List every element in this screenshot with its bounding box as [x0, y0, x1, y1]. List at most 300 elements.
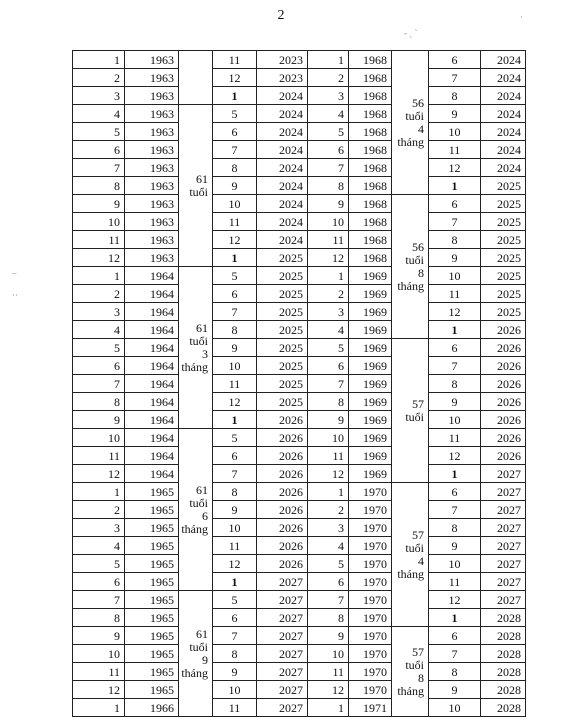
- table-cell: 2026: [257, 411, 308, 429]
- table-cell: 2024: [481, 51, 526, 69]
- table-cell: 12: [308, 465, 349, 483]
- table-cell: 1969: [349, 465, 392, 483]
- table-cell: 11: [429, 285, 481, 303]
- age-group-cell: [179, 105, 213, 267]
- table-cell: 8: [213, 483, 257, 501]
- table-cell: 12: [213, 231, 257, 249]
- age-label-line: 57: [412, 644, 424, 659]
- table-cell: 1968: [349, 87, 392, 105]
- table-row: [73, 429, 526, 447]
- table-cell: 2027: [257, 627, 308, 645]
- table-cell: 1963: [125, 249, 179, 267]
- table-cell: 2027: [257, 609, 308, 627]
- table-cell: 2: [73, 285, 125, 303]
- table-cell: 1970: [349, 609, 392, 627]
- table-row: [73, 393, 526, 411]
- table-cell: 11: [213, 213, 257, 231]
- table-cell: 2026: [481, 339, 526, 357]
- table-cell: 10: [429, 699, 481, 717]
- table-cell: 12: [73, 249, 125, 267]
- table-cell: 6: [73, 357, 125, 375]
- table-cell: 9: [429, 537, 481, 555]
- table-cell: 2027: [481, 591, 526, 609]
- table-cell: 2027: [481, 483, 526, 501]
- table-cell: 8: [308, 609, 349, 627]
- table-cell: 3: [73, 519, 125, 537]
- table-cell: 2026: [257, 483, 308, 501]
- table-cell: 7: [73, 159, 125, 177]
- table-cell: 1965: [125, 555, 179, 573]
- table-cell: 2025: [257, 339, 308, 357]
- table-cell: 11: [308, 231, 349, 249]
- table-cell: 2024: [481, 159, 526, 177]
- table-cell: 9: [213, 663, 257, 681]
- table-row: [73, 519, 526, 537]
- age-label-line: tuổi: [189, 639, 208, 654]
- table-row: [73, 87, 526, 105]
- table-cell: 10: [73, 645, 125, 663]
- retirement-age-table: [72, 50, 526, 717]
- table-row: [73, 339, 526, 357]
- age-group-cell: [392, 51, 429, 195]
- table-cell: 6: [73, 573, 125, 591]
- table-cell: 1970: [349, 681, 392, 699]
- table-cell: 1964: [125, 429, 179, 447]
- table-cell: 1969: [349, 447, 392, 465]
- age-group-cell: [392, 339, 429, 483]
- table-cell: 2025: [257, 267, 308, 285]
- age-label-line: tháng: [181, 359, 208, 374]
- table-cell: 6: [213, 285, 257, 303]
- table-cell: 1: [429, 465, 481, 483]
- table-cell: 2027: [257, 573, 308, 591]
- table-cell: 7: [213, 627, 257, 645]
- table-cell: 1965: [125, 609, 179, 627]
- table-cell: 10: [429, 123, 481, 141]
- table-cell: 2026: [481, 447, 526, 465]
- table-cell: 1970: [349, 627, 392, 645]
- table-row: [73, 465, 526, 483]
- age-group-cell: [392, 483, 429, 627]
- table-cell: 1969: [349, 411, 392, 429]
- table-cell: 1968: [349, 123, 392, 141]
- table-cell: 2026: [257, 501, 308, 519]
- table-cell: 1: [73, 267, 125, 285]
- table-cell: 9: [73, 195, 125, 213]
- table-cell: 1964: [125, 465, 179, 483]
- table-row: [73, 267, 526, 285]
- table-cell: 11: [213, 375, 257, 393]
- age-label-line: tháng: [397, 134, 424, 149]
- table-cell: 10: [213, 681, 257, 699]
- table-cell: 1: [308, 699, 349, 717]
- table-cell: 1968: [349, 51, 392, 69]
- age-label-line: 4: [418, 553, 424, 568]
- age-group-cell: [179, 51, 213, 105]
- table-cell: 6: [213, 609, 257, 627]
- table-cell: 2027: [481, 501, 526, 519]
- table-cell: 2024: [257, 231, 308, 249]
- table-cell: 2026: [257, 537, 308, 555]
- table-cell: 9: [73, 627, 125, 645]
- table-row: [73, 501, 526, 519]
- age-label-line: 61: [196, 171, 208, 186]
- age-label-line: 61: [196, 626, 208, 641]
- age-label-line: 6: [202, 508, 208, 523]
- table-cell: 8: [429, 87, 481, 105]
- table-cell: 11: [73, 663, 125, 681]
- table-cell: 2027: [257, 699, 308, 717]
- table-cell: 2024: [257, 177, 308, 195]
- table-cell: 2023: [257, 51, 308, 69]
- table-row: [73, 555, 526, 573]
- table-cell: 1968: [349, 177, 392, 195]
- age-label-line: tháng: [397, 683, 424, 698]
- table-cell: 10: [429, 555, 481, 573]
- table-cell: 2025: [257, 249, 308, 267]
- table-cell: 2024: [257, 213, 308, 231]
- table-cell: 8: [429, 375, 481, 393]
- table-cell: 2027: [481, 465, 526, 483]
- table-cell: 11: [429, 429, 481, 447]
- table-cell: 9: [73, 411, 125, 429]
- table-row: [73, 681, 526, 699]
- table-cell: 9: [308, 195, 349, 213]
- table-cell: 2024: [257, 159, 308, 177]
- table-cell: 6: [429, 51, 481, 69]
- table-cell: 9: [429, 105, 481, 123]
- table-cell: 1964: [125, 339, 179, 357]
- table-cell: 7: [429, 645, 481, 663]
- table-cell: 1968: [349, 69, 392, 87]
- table-cell: 1969: [349, 285, 392, 303]
- table-cell: 10: [213, 519, 257, 537]
- table-cell: 6: [213, 447, 257, 465]
- age-label-line: tháng: [397, 278, 424, 293]
- table-cell: 8: [213, 159, 257, 177]
- table-cell: 2028: [481, 609, 526, 627]
- table-cell: 1964: [125, 393, 179, 411]
- table-cell: 2025: [257, 321, 308, 339]
- age-label-line: 8: [418, 670, 424, 685]
- table-cell: 10: [429, 411, 481, 429]
- table-cell: 3: [308, 87, 349, 105]
- age-label-line: 61: [196, 320, 208, 335]
- scan-mark: ··: [12, 290, 18, 300]
- table-cell: 7: [308, 375, 349, 393]
- table-cell: 7: [73, 591, 125, 609]
- table-cell: 2025: [257, 303, 308, 321]
- table-cell: 6: [308, 357, 349, 375]
- table-cell: 1964: [125, 357, 179, 375]
- table-cell: 2025: [481, 303, 526, 321]
- table-row: [73, 573, 526, 591]
- table-cell: 2027: [481, 537, 526, 555]
- table-cell: 10: [308, 645, 349, 663]
- table-row: [73, 627, 526, 645]
- table-cell: 9: [213, 339, 257, 357]
- age-label-line: 4: [418, 121, 424, 136]
- table-cell: 1970: [349, 483, 392, 501]
- table-cell: 2: [73, 69, 125, 87]
- table-cell: 2027: [257, 663, 308, 681]
- table-cell: 1: [213, 573, 257, 591]
- table-cell: 9: [429, 393, 481, 411]
- table-cell: 4: [73, 105, 125, 123]
- table-cell: 9: [308, 627, 349, 645]
- age-label-line: tháng: [181, 521, 208, 536]
- table-row: [73, 483, 526, 501]
- table-cell: 1970: [349, 519, 392, 537]
- age-group-cell: [179, 429, 213, 591]
- table-cell: 3: [308, 303, 349, 321]
- table-cell: 10: [213, 195, 257, 213]
- table-cell: 2024: [257, 141, 308, 159]
- table-row: [73, 591, 526, 609]
- table-cell: 6: [213, 123, 257, 141]
- table-cell: 7: [308, 591, 349, 609]
- table-cell: 1964: [125, 321, 179, 339]
- table-cell: 1963: [125, 141, 179, 159]
- age-label-line: tuổi: [405, 657, 424, 672]
- table-cell: 7: [213, 141, 257, 159]
- table-cell: 1965: [125, 645, 179, 663]
- table-cell: 8: [429, 231, 481, 249]
- table-cell: 1969: [349, 303, 392, 321]
- table-cell: 7: [429, 213, 481, 231]
- table-cell: 6: [429, 339, 481, 357]
- age-label-line: tuổi: [189, 495, 208, 510]
- table-cell: 2025: [481, 231, 526, 249]
- table-row: [73, 447, 526, 465]
- table-cell: 2026: [481, 375, 526, 393]
- table-cell: 2024: [257, 195, 308, 213]
- table-cell: 1969: [349, 321, 392, 339]
- table-row: [73, 537, 526, 555]
- table-cell: 6: [308, 141, 349, 159]
- scan-mark: ·: [520, 12, 523, 22]
- table-row: [73, 123, 526, 141]
- table-row: [73, 141, 526, 159]
- table-cell: 1963: [125, 69, 179, 87]
- table-cell: 1968: [349, 195, 392, 213]
- table-cell: 2025: [481, 177, 526, 195]
- table-cell: 2025: [481, 285, 526, 303]
- age-label-line: 61: [196, 482, 208, 497]
- table-cell: 2028: [481, 627, 526, 645]
- table-cell: 1965: [125, 591, 179, 609]
- table-cell: 1: [429, 321, 481, 339]
- scan-mark: ‐ ˏ ˋ: [404, 28, 418, 38]
- table-cell: 5: [73, 123, 125, 141]
- table-cell: 2027: [257, 681, 308, 699]
- table-row: [73, 285, 526, 303]
- age-label-line: 8: [418, 265, 424, 280]
- table-row: [73, 231, 526, 249]
- table-cell: 1969: [349, 375, 392, 393]
- table-cell: 6: [73, 141, 125, 159]
- table-cell: 12: [429, 303, 481, 321]
- table-cell: 2: [308, 69, 349, 87]
- age-label-line: 3: [202, 346, 208, 361]
- table-cell: 1970: [349, 573, 392, 591]
- table-cell: 2026: [257, 519, 308, 537]
- table-cell: 2027: [481, 555, 526, 573]
- table-cell: 1971: [349, 699, 392, 717]
- table-cell: 1968: [349, 231, 392, 249]
- table-cell: 10: [213, 357, 257, 375]
- table-row: [73, 411, 526, 429]
- table-cell: 1970: [349, 537, 392, 555]
- table-cell: 2025: [257, 375, 308, 393]
- table-cell: 3: [73, 303, 125, 321]
- age-label-line: 57: [412, 396, 424, 411]
- table-cell: 1: [213, 411, 257, 429]
- table-cell: 10: [73, 429, 125, 447]
- table-cell: 5: [73, 339, 125, 357]
- table-cell: 3: [73, 87, 125, 105]
- table-cell: 1969: [349, 267, 392, 285]
- table-cell: 7: [213, 465, 257, 483]
- table-cell: 2024: [481, 123, 526, 141]
- table-cell: 1965: [125, 519, 179, 537]
- table-cell: 2025: [257, 285, 308, 303]
- page-number: 2: [277, 8, 285, 23]
- table-cell: 8: [308, 177, 349, 195]
- table-cell: 1965: [125, 483, 179, 501]
- table-cell: 9: [308, 411, 349, 429]
- table-cell: 1: [213, 249, 257, 267]
- table-cell: 1963: [125, 177, 179, 195]
- table-row: [73, 303, 526, 321]
- table-cell: 12: [73, 681, 125, 699]
- table-cell: 1: [308, 51, 349, 69]
- table-cell: 2028: [481, 699, 526, 717]
- table-cell: 2: [308, 285, 349, 303]
- table-cell: 5: [308, 555, 349, 573]
- table-cell: 2024: [257, 123, 308, 141]
- table-cell: 10: [73, 213, 125, 231]
- table-row: [73, 177, 526, 195]
- table-cell: 11: [429, 573, 481, 591]
- table-cell: 2026: [481, 393, 526, 411]
- table-cell: 2027: [257, 591, 308, 609]
- table-cell: 4: [73, 321, 125, 339]
- table-cell: 1963: [125, 231, 179, 249]
- table-cell: 2025: [257, 357, 308, 375]
- table-row: [73, 249, 526, 267]
- table-cell: 1963: [125, 195, 179, 213]
- table-cell: 1964: [125, 447, 179, 465]
- table-cell: 2: [73, 501, 125, 519]
- table-cell: 2026: [481, 357, 526, 375]
- table-cell: 12: [308, 681, 349, 699]
- table-cell: 12: [213, 555, 257, 573]
- table-cell: 1968: [349, 249, 392, 267]
- table-cell: 9: [429, 681, 481, 699]
- table-cell: 2025: [257, 393, 308, 411]
- table-cell: 9: [213, 177, 257, 195]
- age-label-line: 56: [412, 239, 424, 254]
- table-cell: 4: [308, 537, 349, 555]
- table-cell: 5: [213, 591, 257, 609]
- table-cell: 9: [213, 501, 257, 519]
- table-cell: 8: [73, 177, 125, 195]
- table-cell: 2025: [481, 267, 526, 285]
- table-cell: 6: [308, 573, 349, 591]
- table-cell: 1965: [125, 681, 179, 699]
- table-cell: 1963: [125, 87, 179, 105]
- table-cell: 1965: [125, 627, 179, 645]
- table-cell: 7: [213, 303, 257, 321]
- table-cell: 2024: [481, 105, 526, 123]
- table-row: [73, 69, 526, 87]
- table-cell: 1: [429, 609, 481, 627]
- table-cell: 12: [429, 159, 481, 177]
- age-group-cell: [392, 195, 429, 339]
- table-cell: 8: [73, 609, 125, 627]
- table-cell: 1964: [125, 285, 179, 303]
- table-cell: 1963: [125, 123, 179, 141]
- table-cell: 1963: [125, 159, 179, 177]
- table-cell: 12: [213, 69, 257, 87]
- table-cell: 11: [213, 699, 257, 717]
- table-row: [73, 357, 526, 375]
- age-label-line: tuổi: [189, 184, 208, 199]
- table-cell: 1970: [349, 555, 392, 573]
- table-cell: 2024: [481, 69, 526, 87]
- age-label-line: tuổi: [405, 252, 424, 267]
- table-row: [73, 645, 526, 663]
- table-cell: 6: [429, 483, 481, 501]
- table-cell: 8: [429, 663, 481, 681]
- table-cell: 1969: [349, 429, 392, 447]
- table-cell: 1970: [349, 591, 392, 609]
- table-cell: 1963: [125, 213, 179, 231]
- table-cell: 10: [308, 429, 349, 447]
- table-cell: 12: [429, 447, 481, 465]
- table-cell: 11: [73, 231, 125, 249]
- age-group-cell: [179, 591, 213, 717]
- table-cell: 5: [73, 555, 125, 573]
- table-cell: 1970: [349, 645, 392, 663]
- table-cell: 2026: [481, 321, 526, 339]
- table-cell: 1965: [125, 663, 179, 681]
- table-cell: 1: [429, 177, 481, 195]
- table-row: [73, 609, 526, 627]
- table-cell: 9: [429, 249, 481, 267]
- table-cell: 1965: [125, 573, 179, 591]
- table-cell: 7: [429, 501, 481, 519]
- table-cell: 6: [429, 195, 481, 213]
- table-cell: 1968: [349, 141, 392, 159]
- table-cell: 2027: [481, 573, 526, 591]
- table-cell: 7: [73, 375, 125, 393]
- table-cell: 8: [73, 393, 125, 411]
- table-cell: 1964: [125, 411, 179, 429]
- table-cell: 5: [213, 105, 257, 123]
- table-cell: 2024: [481, 141, 526, 159]
- table-cell: 2024: [257, 87, 308, 105]
- table-cell: 1968: [349, 105, 392, 123]
- age-label-line: 9: [202, 652, 208, 667]
- table-cell: 7: [308, 159, 349, 177]
- table-cell: 5: [308, 123, 349, 141]
- table-cell: 11: [73, 447, 125, 465]
- age-label-line: tuổi: [405, 540, 424, 555]
- table-cell: 2026: [257, 429, 308, 447]
- table-cell: 5: [308, 339, 349, 357]
